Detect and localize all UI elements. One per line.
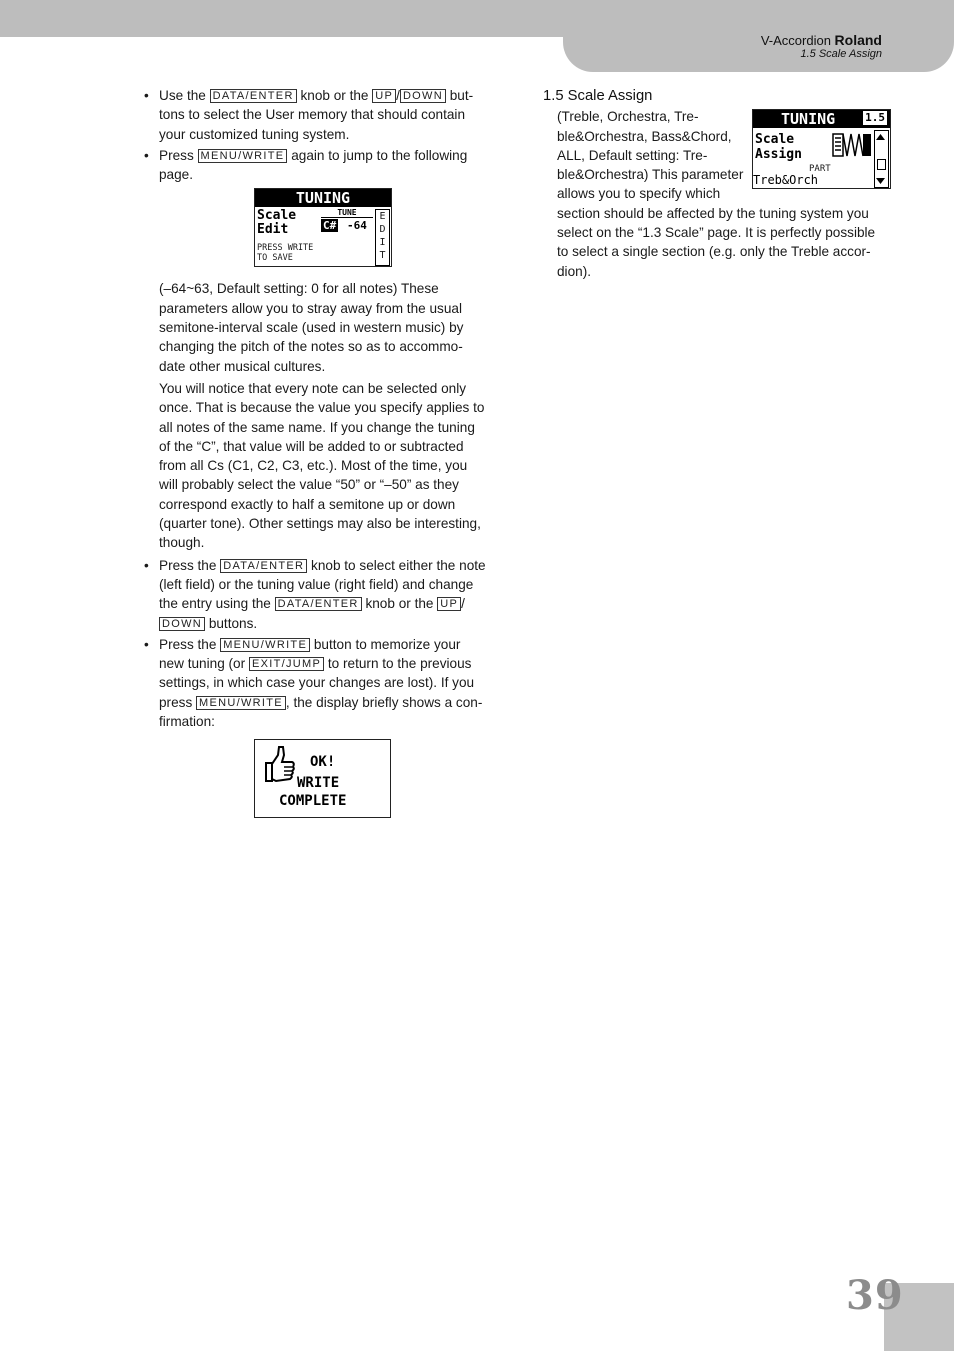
text: button to memorize your new tuning (or — [159, 636, 461, 672]
lcd-scrollbar — [874, 130, 889, 188]
section-body-wrap — [557, 107, 883, 281]
header-brand: Roland — [834, 32, 882, 48]
slash: / — [461, 596, 465, 612]
lcd-write-text: WRITE — [297, 775, 340, 792]
text: but-tons to select the User memory that should contain your customized tuning system. — [159, 88, 474, 142]
text: to return to the previous settings, in which case your changes are lost). If you press — [159, 656, 475, 710]
text: Press the — [159, 557, 217, 573]
key-menu-write: MENU/WRITE — [196, 696, 286, 710]
lcd-page-number: 1.5 — [865, 111, 885, 125]
accordion-icon — [832, 131, 872, 159]
key-exit-jump: EXIT/JUMP — [249, 657, 324, 671]
lcd-msg-line: TO SAVE — [257, 253, 293, 264]
text: , the display briefly shows a con-firmation: — [159, 694, 483, 730]
lcd-page-name — [755, 132, 802, 162]
lcd-value-field: -64 — [347, 219, 367, 233]
lcd-message — [257, 243, 313, 263]
lcd-scroll-thumb — [877, 159, 886, 170]
text: Use the — [159, 88, 206, 103]
key-data-enter: DATA/ENTER — [210, 89, 297, 103]
header-product — [761, 32, 882, 48]
text: Press the — [159, 636, 217, 652]
bullet-press-menu-write — [141, 146, 487, 185]
text: knob to select either the note (left field) or the tuning value (right field) and change the entry using the — [159, 557, 486, 612]
lcd-edit-sidebar — [375, 209, 390, 266]
right-column — [543, 87, 883, 281]
lcd-note-field: C# — [323, 219, 337, 233]
text: again to jump to the following page. — [159, 147, 468, 183]
lcd-line2: Assign — [755, 147, 802, 163]
lcd-tune-label: TUNE — [321, 208, 373, 218]
text: knob or the — [300, 88, 369, 103]
lcd-title: TUNING — [255, 189, 391, 207]
lcd-tuning-scale-edit — [254, 188, 392, 267]
lcd-part-value: Treb&Orch — [753, 173, 819, 188]
lcd-side-letter: T — [379, 250, 386, 262]
lcd-page-name — [257, 209, 296, 237]
key-up: UP — [437, 597, 461, 611]
lcd-side-letter: I — [379, 237, 386, 249]
paragraph-note-selection: You will notice that every note can be selected only once. That is because the value you specify applies to all notes of the same name. If you change the tuning of the “C”, that value will be added to or subtracted from all Cs (C1, C2, C3, etc.). Most of the time, you will probably select the value “50” or “–50” as they correspond exactly to half a semitone up or down (quarter tone). Other settings may also be interesting, though. — [159, 380, 485, 551]
page-number: 39 — [846, 1272, 904, 1319]
text: knob or the — [365, 596, 434, 612]
lcd-line1: Scale — [755, 132, 795, 148]
thumbs-up-icon — [260, 743, 296, 787]
lcd-line1: Scale — [257, 208, 297, 224]
lcd-write-complete — [254, 739, 391, 818]
section-heading: 1.5 Scale Assign — [543, 88, 653, 104]
key-data-enter: DATA/ENTER — [275, 597, 362, 611]
lcd-side-letter: D — [379, 224, 386, 236]
bullet-select-note-or-value — [141, 556, 487, 633]
key-menu-write: MENU/WRITE — [198, 149, 288, 163]
lcd-tuning-scale-assign — [752, 109, 891, 189]
lcd-side-letter: E — [379, 211, 386, 223]
lcd-msg-line: PRESS WRITE — [257, 243, 314, 254]
bullet-memorize-tuning — [141, 635, 487, 731]
bullet-select-user-memory — [141, 86, 487, 144]
scroll-up-arrow-icon — [875, 132, 886, 142]
lcd-line2: Edit — [257, 222, 289, 238]
section-body: (Treble, Orchestra, Tre-ble&Orchestra, Bass&Chord, ALL, Default setting: Tre-ble&Orchestra) This parameter allows you to specify which section should be affected by the tuning system you select on the “1.3 Scale” page. It is perfectly possible to select a single section (e.g. only the Treble accor-dion). — [557, 109, 876, 279]
text: buttons. — [208, 615, 258, 631]
key-up: UP — [372, 89, 396, 103]
text: Press — [159, 147, 194, 163]
lcd-ok-text: OK! — [310, 754, 336, 771]
lcd-part-label: PART — [809, 164, 831, 175]
key-down: DOWN — [400, 89, 446, 103]
key-down: DOWN — [159, 617, 205, 631]
scroll-down-arrow-icon — [875, 176, 886, 186]
lcd-title — [753, 110, 890, 128]
lcd-complete-text: COMPLETE — [279, 793, 347, 810]
header-brand-prefix: V-Accordion — [760, 33, 831, 48]
left-column — [141, 86, 487, 830]
header-tab — [563, 20, 954, 72]
lcd-title-text: TUNING — [781, 110, 836, 129]
key-data-enter: DATA/ENTER — [220, 559, 307, 573]
slash: / — [396, 88, 400, 103]
paragraph-tuning-range: (–64~63, Default setting: 0 for all notes) These parameters allow you to stray away from the usual semitone-interval scale (used in western music) by changing the pitch of the notes so as to accommo-date other musical cultures. — [159, 281, 464, 374]
key-menu-write: MENU/WRITE — [220, 638, 310, 652]
header-section: 1.5 Scale Assign — [800, 48, 882, 60]
